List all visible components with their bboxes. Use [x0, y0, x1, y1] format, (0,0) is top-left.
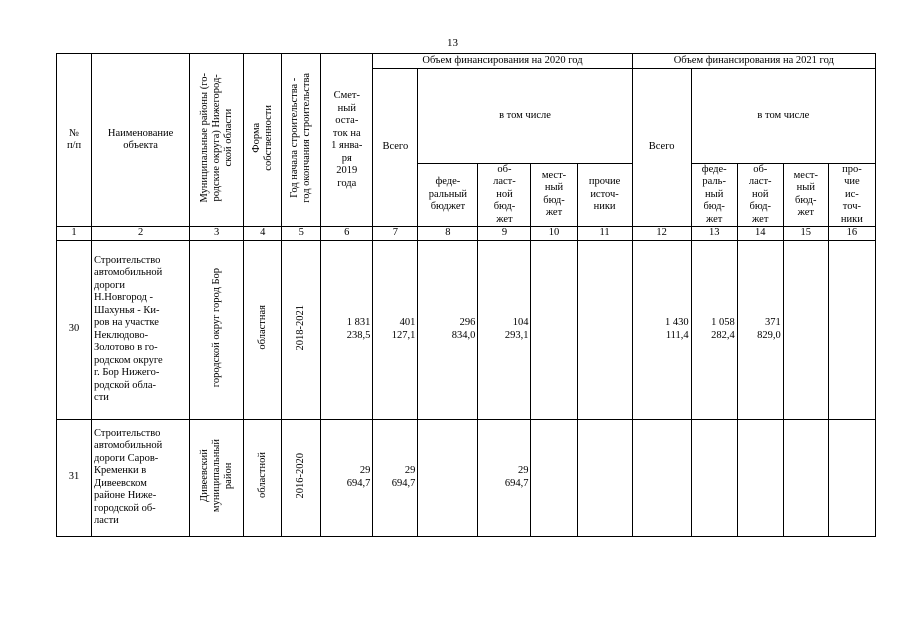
header-cost: Смет- ный оста- ток на 1 янва- ря 2019 года [321, 54, 373, 227]
header-fin-2021: Объем финансирования на 2021 год [632, 54, 875, 69]
row-oth-2021 [828, 240, 875, 419]
row-oth-2021 [828, 419, 875, 536]
row-loc-2020 [531, 240, 577, 419]
header-fin-2020: Объем финансирования на 2020 год [373, 54, 632, 69]
row-fed-2020 [418, 419, 478, 536]
row-years: 2016-2020 [282, 419, 321, 536]
col-num: 2 [92, 227, 190, 241]
row-reg-2021 [737, 419, 783, 536]
table-row [57, 419, 876, 536]
row-no: 31 [57, 419, 92, 536]
row-ownership: областной [244, 419, 282, 536]
col-num: 7 [373, 227, 418, 241]
row-reg-2021: 371 829,0 [737, 240, 783, 419]
header-district: Муниципальные районы (го- родские округа) Нижегород- ской области [190, 54, 244, 227]
col-num: 12 [632, 227, 691, 241]
col-num: 16 [828, 227, 875, 241]
row-district: городской округ город Бор [190, 240, 244, 419]
header-total-2020: Всего [373, 69, 418, 227]
col-num: 15 [783, 227, 828, 241]
header-years: Год начала строительства - год окончания строительства [282, 54, 321, 227]
row-loc-2020 [531, 419, 577, 536]
col-num: 13 [691, 227, 737, 241]
row-cost: 1 831 238,5 [321, 240, 373, 419]
financing-table [56, 53, 876, 537]
header-incl-2021: в том числе [691, 69, 875, 164]
row-oth-2020 [577, 240, 632, 419]
page-number: 13 [447, 37, 458, 49]
row-total-2021 [632, 419, 691, 536]
col-num: 5 [282, 227, 321, 241]
row-total-2020: 29 694,7 [373, 419, 418, 536]
row-loc-2021 [783, 240, 828, 419]
row-no: 30 [57, 240, 92, 419]
col-num: 10 [531, 227, 577, 241]
row-ownership: областная [244, 240, 282, 419]
col-num: 9 [478, 227, 531, 241]
row-fed-2021: 1 058 282,4 [691, 240, 737, 419]
header-total-2021: Всего [632, 69, 691, 227]
col-num: 8 [418, 227, 478, 241]
row-fed-2020: 296 834,0 [418, 240, 478, 419]
row-district: Дивеевский муниципальный район [190, 419, 244, 536]
header-incl-2020: в том числе [418, 69, 632, 164]
row-reg-2020: 29 694,7 [478, 419, 531, 536]
row-years: 2018-2021 [282, 240, 321, 419]
column-number-row [57, 227, 876, 241]
header-fed-2020: феде- ральный бюджет [418, 163, 478, 227]
header-no: № п/п [57, 54, 92, 227]
header-loc-2021: мест- ный бюд- жет [783, 163, 828, 227]
header-ownership: Форма собственности [244, 54, 282, 227]
header-fed-2021: феде- раль- ный бюд- жет [691, 163, 737, 227]
col-num: 3 [190, 227, 244, 241]
row-loc-2021 [783, 419, 828, 536]
col-num: 6 [321, 227, 373, 241]
header-loc-2020: мест- ный бюд- жет [531, 163, 577, 227]
header-name: Наименование объекта [92, 54, 190, 227]
row-oth-2020 [577, 419, 632, 536]
row-reg-2020: 104 293,1 [478, 240, 531, 419]
table-row [57, 240, 876, 419]
col-num: 11 [577, 227, 632, 241]
row-total-2021: 1 430 111,4 [632, 240, 691, 419]
col-num: 14 [737, 227, 783, 241]
header-oth-2021: про- чие ис- точ- ники [828, 163, 875, 227]
row-total-2020: 401 127,1 [373, 240, 418, 419]
header-row-1 [57, 54, 876, 69]
row-name: Строительство автомобильной дороги Саров- Кременки в Дивеевском районе Ниже- городской об- ласти [92, 419, 190, 536]
col-num: 4 [244, 227, 282, 241]
row-fed-2021 [691, 419, 737, 536]
row-name: Строительство автомобильной дороги Н.Новгород - Шахунья - Ки- ров на участке Неклюдово- Золотово в го- родском округе г. Бор Нижего- родской обла- сти [92, 240, 190, 419]
header-reg-2020: об- ласт- ной бюд- жет [478, 163, 531, 227]
header-reg-2021: об- ласт- ной бюд- жет [737, 163, 783, 227]
col-num: 1 [57, 227, 92, 241]
header-oth-2020: прочие источ- ники [577, 163, 632, 227]
row-cost: 29 694,7 [321, 419, 373, 536]
